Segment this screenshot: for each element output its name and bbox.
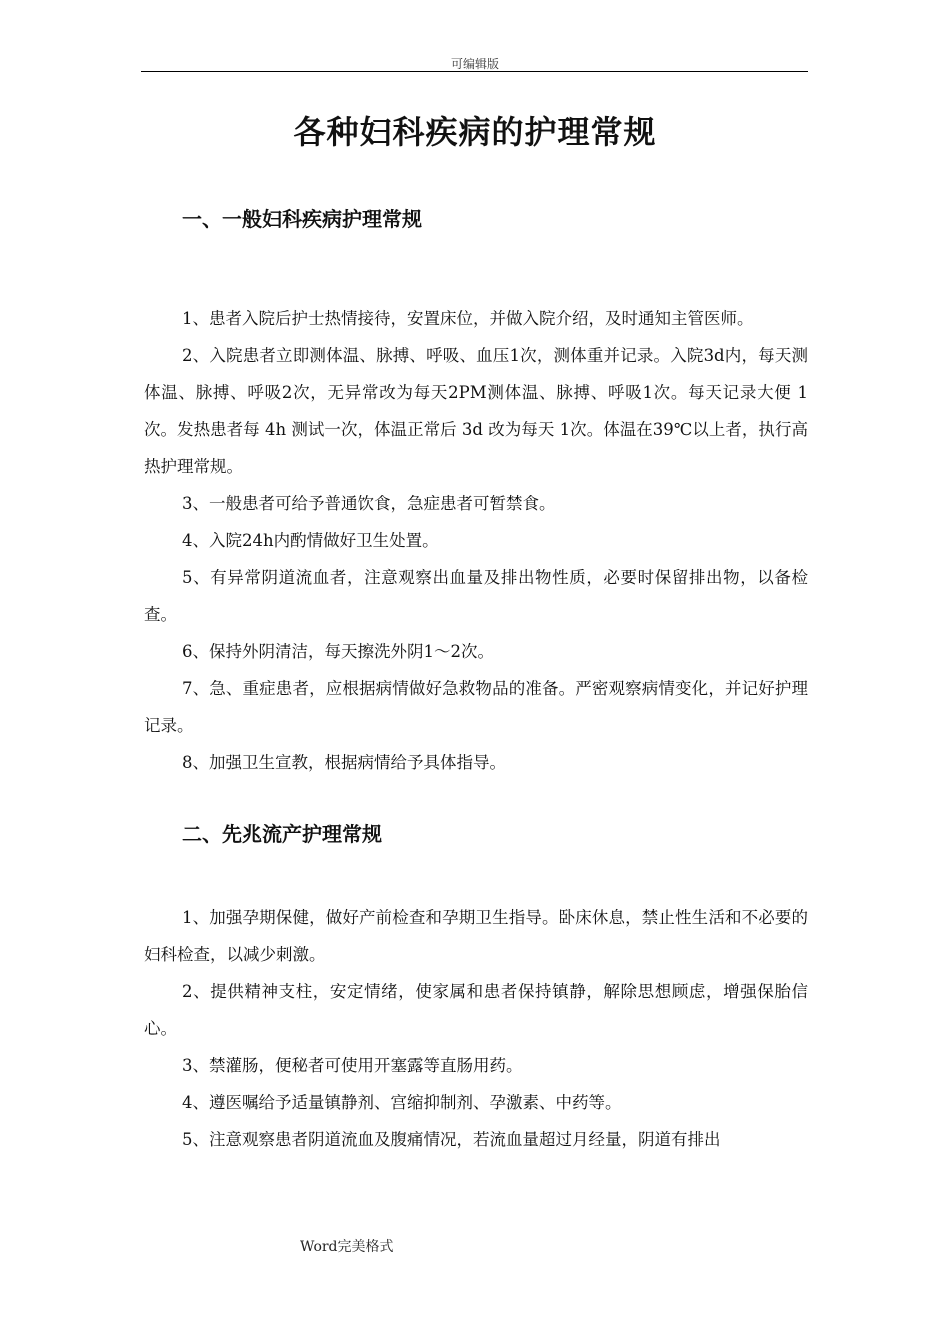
paragraph: 1、患者入院后护士热情接待，安置床位，并做入院介绍，及时通知主管医师。 [182,309,754,328]
header-rule [141,71,808,72]
paragraph: 2、入院患者立即测体温、脉搏、呼吸、血压1次，测体重并记录。入院3d内，每天测体温、脉搏、呼吸2次，无异常改为每天2PM测体温、脉搏、呼吸1次。每天记录大便 1 次。发热患者每 4h 测试一次，体温正常后 3d 改为每天 1次。体温在39℃以上者，执行高热护理常规。 [144,346,808,476]
paragraph: 5、注意观察患者阴道流血及腹痛情况，若流血量超过月经量，阴道有排出 [182,1130,721,1149]
paragraph: 6、保持外阴清洁，每天擦洗外阴1～2次。 [182,642,494,661]
paragraph: 1、加强孕期保健，做好产前检查和孕期卫生指导。卧床休息，禁止性生活和不必要的妇科检查，以减少刺激。 [144,908,808,964]
document-body [144,204,808,1158]
paragraph: 8、加强卫生宣教，根据病情给予具体指导。 [182,753,506,772]
paragraph: 3、禁灌肠，便秘者可使用开塞露等直肠用药。 [182,1056,523,1075]
section-heading-1: 一、一般妇科疾病护理常规 [182,207,422,231]
page-footer: Word完美格式 [300,1239,394,1255]
paragraph: 4、入院24h内酌情做好卫生处置。 [182,531,439,550]
document-title: 各种妇科疾病的护理常规 [293,113,657,152]
paragraph: 5、有异常阴道流血者，注意观察出血量及排出物性质，必要时保留排出物，以备检查。 [144,568,808,624]
paragraph: 3、一般患者可给予普通饮食，急症患者可暂禁食。 [182,494,556,513]
section-heading-2: 二、先兆流产护理常规 [182,822,382,846]
page-header: 可编辑版 [450,57,499,71]
paragraph: 7、急、重症患者，应根据病情做好急救物品的准备。严密观察病情变化，并记好护理记录。 [144,679,808,735]
paragraph: 4、遵医嘱给予适量镇静剂、宫缩抑制剂、孕激素、中药等。 [182,1093,622,1112]
paragraph: 2、提供精神支柱，安定情绪，使家属和患者保持镇静，解除思想顾虑，增强保胎信心。 [144,982,808,1038]
